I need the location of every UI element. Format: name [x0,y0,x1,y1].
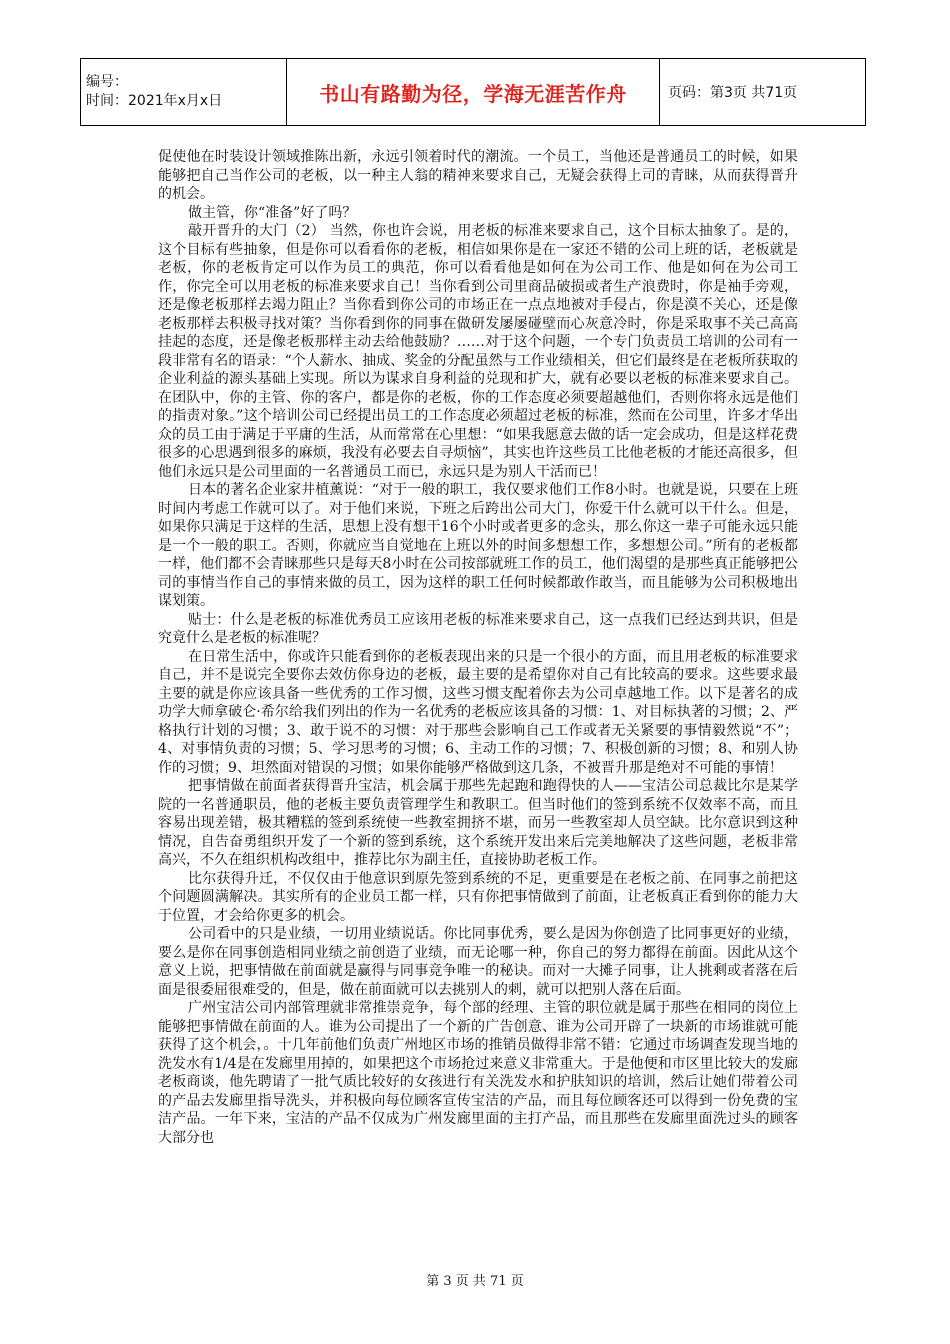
paragraph: 广州宝洁公司内部管理就非常推崇竞争，每个部的经理、主管的职位就是属于那些在相同的岗位上能够把事情做在前面的人。谁为公司提出了一个新的广告创意、谁为公司开辟了一块新的市场谁就可能获得了这个机会，。十几年前他们负责广州地区市场的推销员做得非常不错：它通过市场调查发现当地的洗发水有1/4是在发廊里用掉的，如果把这个市场抢过来意义非常重大。于是他便和市区里比较大的发廊老板商谈，他先聘请了一批气质比较好的女孩进行有关洗发水和护肤知识的培训，然后让她们带着公司的产品去发廊里指导洗头，并积极向每位顾客宣传宝洁的产品，而且每位顾客还可以得到一份免费的宝洁产品。一年下来，宝洁的产品不仅成为广州发廊里面的主打产品，而且那些在发廊里面洗过头的顾客大部分也 [158,1000,798,1146]
header-motto: 书山有路勤为径，学海无涯苦作舟 [287,59,660,126]
paragraph: 把事情做在前面者获得晋升宝洁，机会属于那些先起跑和跑得快的人——宝洁公司总裁比尔是某学院的一名普通职员，他的老板主要负责管理学生和教职工。但当时他们的签到系统不仅效率不高，而且容易出现差错，极其糟糕的签到系统使一些教室拥挤不堪，而另一些教室却人员空缺。比尔意识到这种情况，自告奋勇组织开发了一个新的签到系统，这个系统开发出来后完美地解决了这些问题，老板非常高兴，不久在组织机构改组中，推荐比尔为副主任，直接协助老板工作。 [158,778,798,868]
header-meta-cell [81,59,287,126]
page-footer: 第 3 页 共 71 页 [426,1274,524,1289]
header-page-label: 页码：第3页 共71页 [660,59,866,126]
paragraph: 敲开晋升的大门（2） 当然，你也许会说，用老板的标准来要求自己，这个目标太抽象了。是的，这个目标有些抽象，但是你可以看看你的老板，相信如果你是在一家还不错的公司上班的话，老板就是老板，你的老板肯定可以作为员工的典范，你可以看看他是如何在为公司工作、他是如何在为公司工作，你完全可以用老板的标准来要求自己！当你看到公司里商品破损或者生产浪费时，你是袖手旁观，还是像老板那样去竭力阻止？当你看到你公司的市场正在一点点地被对手侵占，你是漠不关心，还是像老板那样去积极寻找对策？当你看到你的同事在做研发屡屡碰壁而心灰意冷时，你是采取事不关己高高挂起的态度，还是像老板那样主动去给他鼓励？……对于这个问题，一个专门负责员工培训的公司有一段非常有名的语录：“个人薪水、抽成、奖金的分配虽然与工作业绩相关，但它们最终是在老板所获取的企业利益的源头基础上实现。所以为谋求自身利益的兑现和扩大，就有必要以老板的标准来要求自己。在团队中，你的主管、你的客户，都是你的老板，你的工作态度必须要超越他们，否则你将永远是他们的指责对象。”这个培训公司已经提出员工的工作态度必须超过老板的标准，然而在公司里，许多才华出众的员工由于满足于平庸的生活，从而常常在心里想：“如果我愿意去做的话一定会成功，但是这样花费很多的心思遇到很多的麻烦，我没有必要去自寻烦恼”，其实也许这些员工比他老板的才能还高很多，但他们永远只是公司里面的一名普通员工而已，永远只是为别人干活而已！ [158,223,798,480]
document-number-label: 编号： [86,74,128,90]
document-body [158,148,798,1147]
paragraph: 日本的著名企业家井植薰说：“对于一般的职工，我仅要求他们工作8小时。也就是说，只要在上班时间内考虑工作就可以了。对于他们来说，下班之后跨出公司大门，你爱干什么就可以干什么。但是，如果你只满足于这样的生活，思想上没有想干16个小时或者更多的念头，那么你这一辈子可能永远只能是一个一般的职工。否则，你就应当自觉地在上班以外的时间多想想工作，多想想公司。”所有的老板都一样，他们都不会青睐那些只是每天8小时在公司按部就班工作的员工，他们渴望的是那些真正能够把公司的事情当作自己的事情来做的员工，因为这样的职工任何时候都敢作敢当，而且能够为公司积极地出谋划策。 [158,482,798,609]
paragraph: 做主管，你“准备”好了吗？ [188,204,357,221]
paragraph: 贴士：什么是老板的标准优秀员工应该用老板的标准来要求自己，这一点我们已经达到共识，但是究竟什么是老板的标准呢？ [158,611,798,646]
paragraph: 在日常生活中，你或许只能看到你的老板表现出来的只是一个很小的方面，而且用老板的标准要求自己，并不是说完全要你去效仿你身边的老板，最主要的是希望你对自己有比较高的要求。这些要求最主要的就是你应该具备一些优秀的工作习惯，这些习惯支配着你去为公司卓越地工作。以下是著名的成功学大师拿破仑·希尔给我们列出的作为一名优秀的老板应该具备的习惯：1、对目标执著的习惯；2、严格执行计划的习惯；3、敢于说不的习惯：对于那些会影响自己工作或者无关紧要的事情毅然说“不”；4、对事情负责的习惯；5、学习思考的习惯；6、主动工作的习惯；7、积极创新的习惯；8、和别人协作的习惯；9、坦然面对错误的习惯；如果你能够严格做到这几条，不被晋升那是绝对不可能的事情！ [158,648,798,776]
paragraph: 公司看中的只是业绩，一切用业绩说话。你比同事优秀，要么是因为你创造了比同事更好的业绩，要么是你在同事创造相同业绩之前创造了业绩，而无论哪一种，你自己的努力都得在前面。因此从这个意义上说，把事情做在前面就是赢得与同事竞争唯一的秘诀。而对一大摊子同事，让人挑剩或者落在后面是很委屈很难受的，但是，做在前面就可以去挑别人的刺，就可以把别人落在后面。 [158,926,798,998]
document-time-label: 时间：2021年x月x日 [86,93,223,109]
paragraph: 促使他在时装设计领域推陈出新，永远引领着时代的潮流。一个员工，当他还是普通员工的时候，如果能够把自己当作公司的老板，以一种主人翁的精神来要求自己，无疑会获得上司的青睐，从而获得晋升的机会。 [158,149,798,202]
paragraph: 比尔获得升迁，不仅仅由于他意识到原先签到系统的不足，更重要是在老板之前、在同事之前把这个问题圆满解决。其实所有的企业员工都一样，只有你把事情做到了前面，让老板真正看到你的能力大于位置，才会给你更多的机会。 [158,870,798,924]
header-table [80,58,866,126]
